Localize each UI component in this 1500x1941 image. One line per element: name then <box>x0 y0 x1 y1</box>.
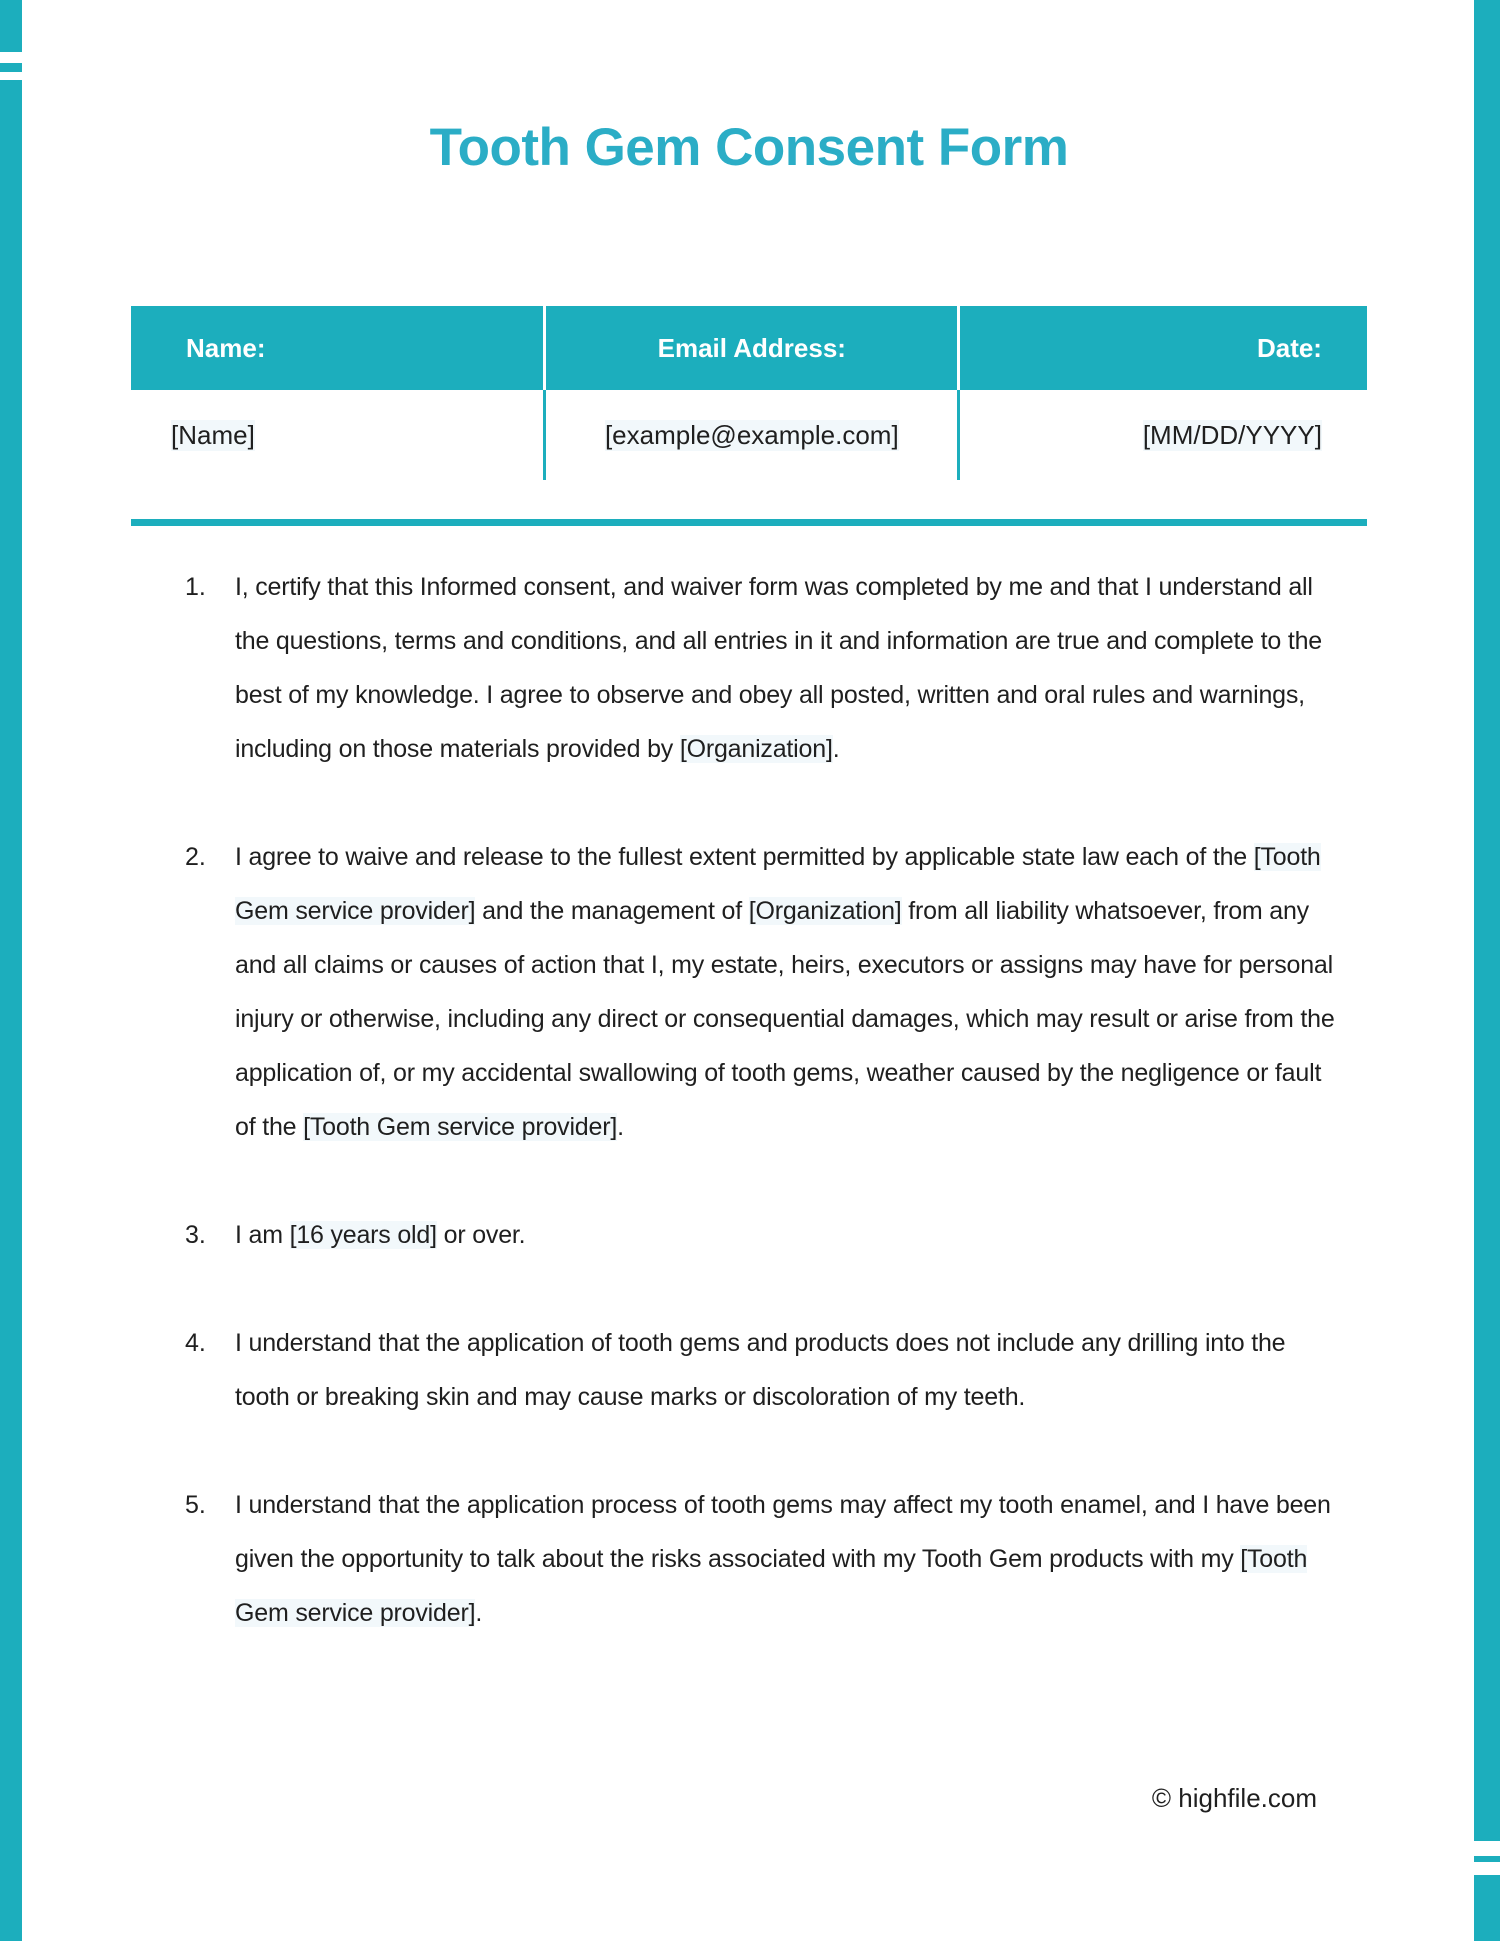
list-item-text: I understand that the application of tooth gems and products does not include any drilling into the tooth or breaking skin and may cause marks or discoloration of my teeth. <box>235 1329 1286 1411</box>
list-item-number: 4. <box>185 1329 206 1357</box>
list-item <box>185 1478 1345 1640</box>
placeholder: [Organization] <box>748 897 902 925</box>
name-column-header: Name: <box>131 306 546 390</box>
placeholder: [16 years old] <box>289 1221 437 1249</box>
email-field[interactable] <box>546 390 960 480</box>
list-item-text: I, certify that this Informed consent, and waiver form was completed by me and that I understand all the questions, terms and conditions, and all entries in it and information are true and complete to the best of my knowledge. I agree to observe and obey all posted, written and oral rules and warnings, including on those materials provided by [Organization]. <box>235 573 1322 763</box>
divider-rule <box>131 519 1367 526</box>
list-item-number: 5. <box>185 1491 206 1519</box>
email-placeholder[interactable]: [example@example.com] <box>604 419 899 450</box>
right-bar-slit <box>1474 1862 1500 1875</box>
right-bar-slit <box>1474 1841 1500 1856</box>
name-field[interactable] <box>131 390 546 480</box>
date-placeholder[interactable]: [MM/DD/YYYY] <box>1142 419 1322 450</box>
copyright-footer: © highfile.com <box>1151 1783 1317 1813</box>
page-title: Tooth Gem Consent Form <box>429 118 1069 177</box>
document-content <box>131 0 1367 1694</box>
info-table-header-row <box>131 306 1367 390</box>
list-item <box>185 830 1345 1154</box>
list-item-number: 3. <box>185 1221 206 1249</box>
name-placeholder[interactable]: [Name] <box>171 419 255 450</box>
placeholder: [Tooth Gem service provider] <box>303 1113 618 1141</box>
list-item <box>185 1316 1345 1424</box>
info-table-values-row <box>131 390 1367 480</box>
date-column-header: Date: <box>1256 332 1322 363</box>
left-bar-slit <box>0 52 22 63</box>
date-field[interactable] <box>960 390 1367 480</box>
right-accent-bar <box>1474 0 1500 1941</box>
placeholder: [Tooth Gem service provider] <box>235 843 1321 925</box>
list-item-number: 1. <box>185 573 206 601</box>
left-bar-slit <box>0 72 22 80</box>
placeholder: [Organization] <box>679 735 833 763</box>
list-item-text: I understand that the application process of tooth gems may affect my tooth enamel, and I have been given the opportunity to talk about the risks associated with my Tooth Gem products with my [Tooth Gem service provider]. <box>235 1491 1331 1627</box>
list-item-text: I am [16 years old] or over. <box>235 1221 526 1249</box>
list-item <box>185 1208 1345 1262</box>
list-item-text: I agree to waive and release to the fullest extent permitted by applicable state law each of the [Tooth Gem service provider] and the management of [Organization] from all liability whatsoever, from any and all claims or causes of action that I, my estate, heirs, executors or assigns may have for personal injury or otherwise, including any direct or consequential damages, which may result or arise from the application of, or my accidental swallowing of tooth gems, weather caused by the negligence or fault of the [Tooth Gem service provider]. <box>235 843 1335 1141</box>
left-accent-bar <box>0 0 22 1941</box>
list-item <box>185 560 1345 776</box>
email-column-header: Email Address: <box>546 306 960 390</box>
list-item-number: 2. <box>185 843 206 871</box>
consent-list <box>185 560 1345 1640</box>
info-table <box>131 306 1367 480</box>
placeholder: [Tooth Gem service provider] <box>235 1545 1308 1627</box>
